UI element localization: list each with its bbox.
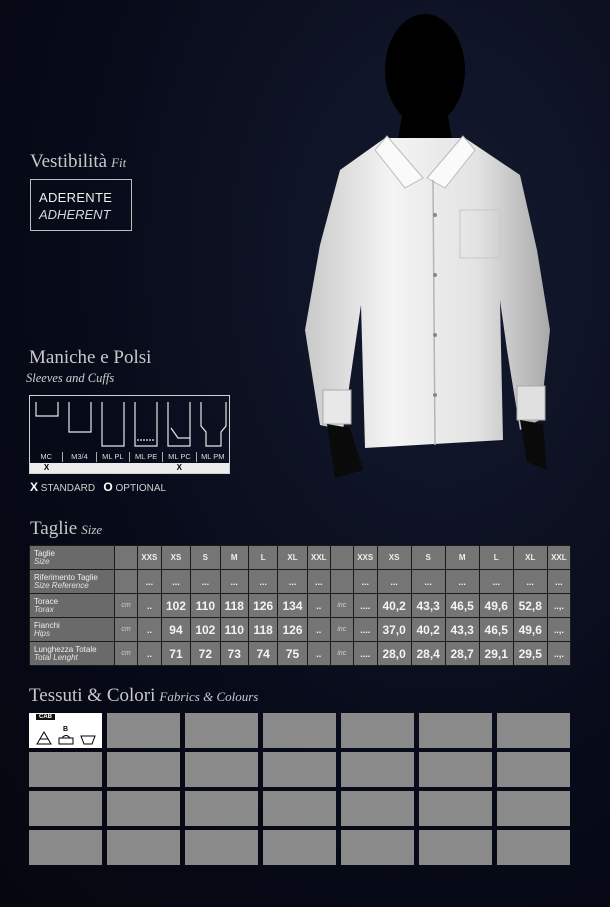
- fabric-swatch: [29, 791, 102, 826]
- legend-optional: OPTIONAL: [115, 483, 167, 494]
- fabric-swatch: [341, 791, 414, 826]
- table-row: [30, 594, 571, 618]
- fabric-swatch: [263, 791, 336, 826]
- care-label-swatch: [29, 713, 102, 748]
- value-inc: 40,2: [377, 594, 411, 618]
- value-inc: ...: [513, 570, 547, 594]
- size-label-cm: XXL: [307, 546, 330, 570]
- value-cm: ...: [138, 570, 162, 594]
- fabrics-title-it: Tessuti & Colori: [29, 685, 156, 706]
- unit-inc: [330, 570, 353, 594]
- sleeves-subtitle: Sleeves and Cuffs: [26, 371, 115, 385]
- size-label-cm: XS: [161, 546, 190, 570]
- sleeve-mark-mlpc: X: [176, 463, 182, 472]
- value-inc: 28,0: [377, 642, 411, 666]
- row-label: Torace Torax: [30, 594, 115, 618]
- sleeve-legend: [30, 480, 166, 494]
- value-cm: ..: [307, 642, 330, 666]
- size-label-cm: S: [191, 546, 220, 570]
- size-label-inc: XL: [513, 546, 547, 570]
- shirt-photo: [275, 0, 575, 520]
- sleeve-mark-mlpl: [96, 463, 129, 473]
- fabric-swatch: [497, 752, 570, 787]
- value-cm: 71: [161, 642, 190, 666]
- value-cm: 102: [161, 594, 190, 618]
- fabric-swatch: [107, 713, 180, 748]
- value-inc: 43,3: [411, 594, 445, 618]
- sleeve-code-mc: MC: [30, 452, 63, 462]
- value-inc: ..,.: [547, 642, 570, 666]
- size-label-cm: XXS: [138, 546, 162, 570]
- fabric-swatch: [419, 791, 492, 826]
- size-header-label: Taglie Size: [30, 546, 115, 570]
- fabric-swatch: [341, 713, 414, 748]
- size-label-inc: S: [411, 546, 445, 570]
- value-cm: 134: [278, 594, 307, 618]
- fit-value-box: [30, 179, 132, 231]
- value-inc: ..,.: [547, 618, 570, 642]
- unit-cm: cm: [115, 594, 138, 618]
- fabric-swatch: [419, 752, 492, 787]
- fabric-swatch: [341, 752, 414, 787]
- value-inc: 28,7: [445, 642, 479, 666]
- care-tag: CAB: [36, 714, 55, 720]
- sleeve-types-panel: [29, 395, 230, 474]
- value-cm: 75: [278, 642, 307, 666]
- value-cm: 72: [191, 642, 220, 666]
- unit-inc: inc: [330, 642, 353, 666]
- value-cm: ..: [307, 594, 330, 618]
- value-cm: 126: [278, 618, 307, 642]
- fabric-swatch: [185, 791, 258, 826]
- sleeve-mark-mlpm: [196, 463, 229, 473]
- value-inc: ..,.: [547, 594, 570, 618]
- fit-title: [30, 151, 126, 173]
- sleeve-mark-m34: [63, 463, 96, 473]
- unit-cm: [115, 570, 138, 594]
- care-b: B: [63, 726, 69, 733]
- fabric-swatch: [29, 830, 102, 865]
- sizes-title-en: Size: [81, 522, 103, 537]
- value-cm: ...: [307, 570, 330, 594]
- unit-cell: [115, 546, 138, 570]
- fit-value-it: ADERENTE: [39, 190, 113, 205]
- value-inc: 46,5: [479, 618, 513, 642]
- value-inc: ...: [479, 570, 513, 594]
- fabric-swatch: [107, 830, 180, 865]
- value-inc: ....: [353, 642, 377, 666]
- value-cm: 110: [220, 618, 248, 642]
- sizes-title: [30, 518, 102, 540]
- unit-cell: [330, 546, 353, 570]
- value-inc: ...: [353, 570, 377, 594]
- table-row: [30, 618, 571, 642]
- value-inc: ....: [353, 594, 377, 618]
- legend-optional-mark: O: [103, 480, 113, 494]
- size-label-cm: L: [248, 546, 277, 570]
- fabric-swatch-grid: [29, 713, 570, 865]
- value-inc: ...: [377, 570, 411, 594]
- row-label: Lunghezza Totale Total Lenght: [30, 642, 115, 666]
- fabric-swatch: [497, 830, 570, 865]
- value-cm: 74: [248, 642, 277, 666]
- size-label-inc: XXS: [353, 546, 377, 570]
- value-cm: ...: [161, 570, 190, 594]
- value-inc: 49,6: [479, 594, 513, 618]
- value-cm: ..: [138, 594, 162, 618]
- fabric-swatch: [107, 752, 180, 787]
- value-inc: ...: [411, 570, 445, 594]
- fabric-swatch: [497, 791, 570, 826]
- table-row: [30, 642, 571, 666]
- fabric-swatch: [185, 830, 258, 865]
- fit-title-it: Vestibilità: [30, 151, 108, 172]
- fabric-swatch: [263, 752, 336, 787]
- table-row: [30, 570, 571, 594]
- value-cm: ...: [191, 570, 220, 594]
- fabric-swatch: [263, 713, 336, 748]
- value-inc: 28,4: [411, 642, 445, 666]
- value-inc: 52,8: [513, 594, 547, 618]
- value-cm: ..: [138, 618, 162, 642]
- value-inc: 40,2: [411, 618, 445, 642]
- value-cm: 94: [161, 618, 190, 642]
- value-cm: 110: [191, 594, 220, 618]
- row-label: Fianchi Hips: [30, 618, 115, 642]
- sleeves-title: Maniche e Polsi: [29, 347, 152, 368]
- fabrics-title: [29, 685, 258, 707]
- sleeve-code-mlpe: ML PE: [130, 452, 163, 462]
- value-cm: 118: [248, 618, 277, 642]
- fabric-swatch: [341, 830, 414, 865]
- value-inc: 46,5: [445, 594, 479, 618]
- sleeve-code-mlpc: ML PC: [163, 452, 196, 462]
- fabric-swatch: [185, 713, 258, 748]
- value-inc: 29,5: [513, 642, 547, 666]
- value-cm: 102: [191, 618, 220, 642]
- size-header-row: [30, 546, 571, 570]
- sleeve-code-mlpl: ML PL: [97, 452, 130, 462]
- size-label-inc: XXL: [547, 546, 570, 570]
- sleeve-code-m34: M3/4: [63, 452, 96, 462]
- fabric-swatch: [497, 713, 570, 748]
- legend-standard-mark: X: [30, 480, 39, 494]
- unit-cm: cm: [115, 618, 138, 642]
- fabrics-title-en: Fabrics & Colours: [159, 689, 259, 704]
- value-inc: 43,3: [445, 618, 479, 642]
- fabric-swatch: [29, 752, 102, 787]
- value-inc: ...: [445, 570, 479, 594]
- legend-standard: STANDARD: [40, 483, 96, 494]
- size-label-cm: XL: [278, 546, 307, 570]
- fabric-swatch: [185, 752, 258, 787]
- row-label: Riferimento Taglie Size Reference: [30, 570, 115, 594]
- unit-inc: inc: [330, 618, 353, 642]
- fit-value-en: ADHERENT: [39, 207, 111, 222]
- size-table: [29, 545, 571, 666]
- unit-inc: inc: [330, 594, 353, 618]
- fabric-swatch: [107, 791, 180, 826]
- value-cm: ...: [248, 570, 277, 594]
- value-inc: ....: [353, 618, 377, 642]
- sleeve-mark-mlpe: [130, 463, 163, 473]
- value-cm: 73: [220, 642, 248, 666]
- size-label-cm: M: [220, 546, 248, 570]
- value-inc: ...: [547, 570, 570, 594]
- unit-cm: cm: [115, 642, 138, 666]
- size-label-inc: XS: [377, 546, 411, 570]
- value-inc: 29,1: [479, 642, 513, 666]
- fit-title-en: Fit: [111, 155, 127, 170]
- value-cm: ...: [278, 570, 307, 594]
- value-cm: ..: [138, 642, 162, 666]
- size-label-inc: L: [479, 546, 513, 570]
- value-inc: 37,0: [377, 618, 411, 642]
- fabric-swatch: [419, 713, 492, 748]
- sleeve-code-mlpm: ML PM: [201, 452, 225, 461]
- value-cm: 126: [248, 594, 277, 618]
- fabric-swatch: [263, 830, 336, 865]
- value-cm: ...: [220, 570, 248, 594]
- fabric-swatch: [419, 830, 492, 865]
- size-label-inc: M: [445, 546, 479, 570]
- sizes-title-it: Taglie: [30, 518, 78, 539]
- value-inc: 49,6: [513, 618, 547, 642]
- value-cm: ..: [307, 618, 330, 642]
- value-cm: 118: [220, 594, 248, 618]
- sleeve-drawings: [30, 396, 229, 452]
- sleeve-mark-mc: X: [43, 463, 50, 472]
